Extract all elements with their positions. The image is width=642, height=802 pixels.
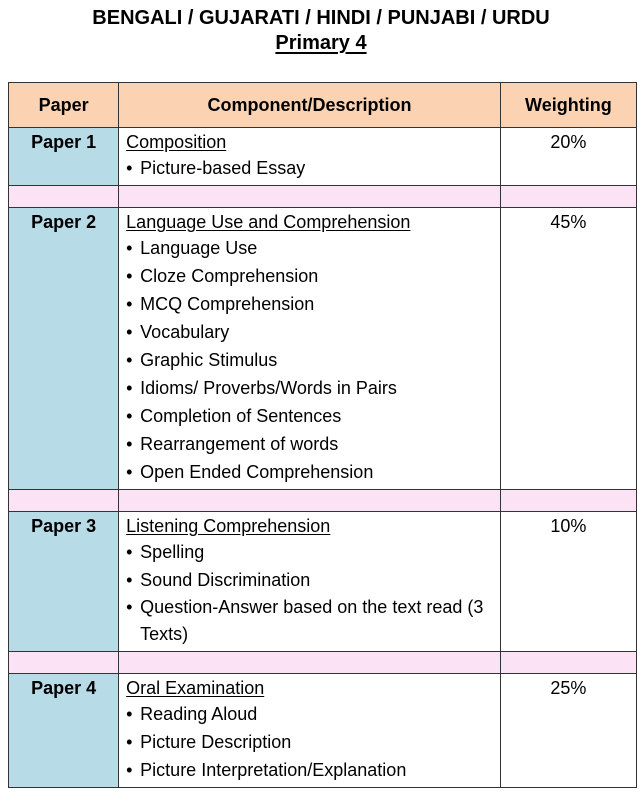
component-cell [119, 208, 501, 490]
component-list [126, 154, 500, 182]
header-paper: Paper [9, 83, 119, 128]
subtitle-text: Primary 4 [275, 32, 367, 54]
component-cell [119, 674, 501, 788]
bullet-icon: • [126, 266, 133, 286]
spacer-row [9, 652, 637, 674]
bullet-icon: • [126, 570, 133, 590]
table-row [9, 128, 637, 186]
list-item: • Idioms/ Proverbs/Words in Pairs [126, 374, 500, 402]
document-subtitle [0, 31, 642, 56]
table-header-row [9, 83, 637, 128]
component-list [126, 700, 500, 784]
list-item: • Open Ended Comprehension [126, 458, 500, 486]
list-item: • Cloze Comprehension [126, 262, 500, 290]
weighting-cell: 25% [500, 674, 636, 788]
list-item: • Language Use [126, 234, 500, 262]
bullet-icon: • [126, 350, 133, 370]
bullet-icon: • [126, 542, 133, 562]
table-row [9, 208, 637, 490]
list-item: • Reading Aloud [126, 700, 500, 728]
list-item: • Graphic Stimulus [126, 346, 500, 374]
spacer-row [9, 186, 637, 208]
list-item: • Vocabulary [126, 318, 500, 346]
component-cell [119, 512, 501, 652]
component-list [126, 234, 500, 486]
weighting-cell: 10% [500, 512, 636, 652]
weighting-cell: 20% [500, 128, 636, 186]
list-item: • Picture Description [126, 728, 500, 756]
paper-cell: Paper 4 [9, 674, 119, 788]
component-heading: Composition [126, 132, 227, 152]
header-component: Component/Description [119, 83, 501, 128]
paper-cell: Paper 1 [9, 128, 119, 186]
document-title: BENGALI / GUJARATI / HINDI / PUNJABI / URDU [92, 7, 550, 29]
list-item: • Spelling [126, 538, 500, 566]
bullet-icon: • [126, 238, 133, 258]
component-cell [119, 128, 501, 186]
list-item: • Question-Answer based on the text read (3 Texts) [126, 594, 500, 648]
bullet-icon: • [126, 322, 133, 342]
list-item: • MCQ Comprehension [126, 290, 500, 318]
component-heading: Listening Comprehension [126, 516, 331, 536]
bullet-icon: • [126, 378, 133, 398]
component-list [126, 538, 500, 648]
header-weighting: Weighting [500, 83, 636, 128]
list-item: • Rearrangement of words [126, 430, 500, 458]
bullet-icon: • [126, 434, 133, 454]
list-item: • Sound Discrimination [126, 566, 500, 594]
bullet-icon: • [126, 406, 133, 426]
spacer-row [9, 490, 637, 512]
table-row [9, 674, 637, 788]
bullet-icon: • [126, 760, 133, 780]
list-item: • Picture-based Essay [126, 154, 500, 182]
bullet-icon: • [126, 158, 133, 178]
paper-cell: Paper 2 [9, 208, 119, 490]
bullet-icon: • [126, 294, 133, 314]
assessment-table [8, 82, 637, 788]
list-item: • Picture Interpretation/Explanation [126, 756, 500, 784]
bullet-icon: • [126, 462, 133, 482]
component-heading: Oral Examination [126, 678, 265, 698]
table-row [9, 512, 637, 652]
component-heading: Language Use and Comprehension [126, 212, 411, 232]
list-item: • Completion of Sentences [126, 402, 500, 430]
bullet-icon: • [126, 597, 133, 617]
bullet-icon: • [126, 732, 133, 752]
bullet-icon: • [126, 704, 133, 724]
paper-cell: Paper 3 [9, 512, 119, 652]
weighting-cell: 45% [500, 208, 636, 490]
